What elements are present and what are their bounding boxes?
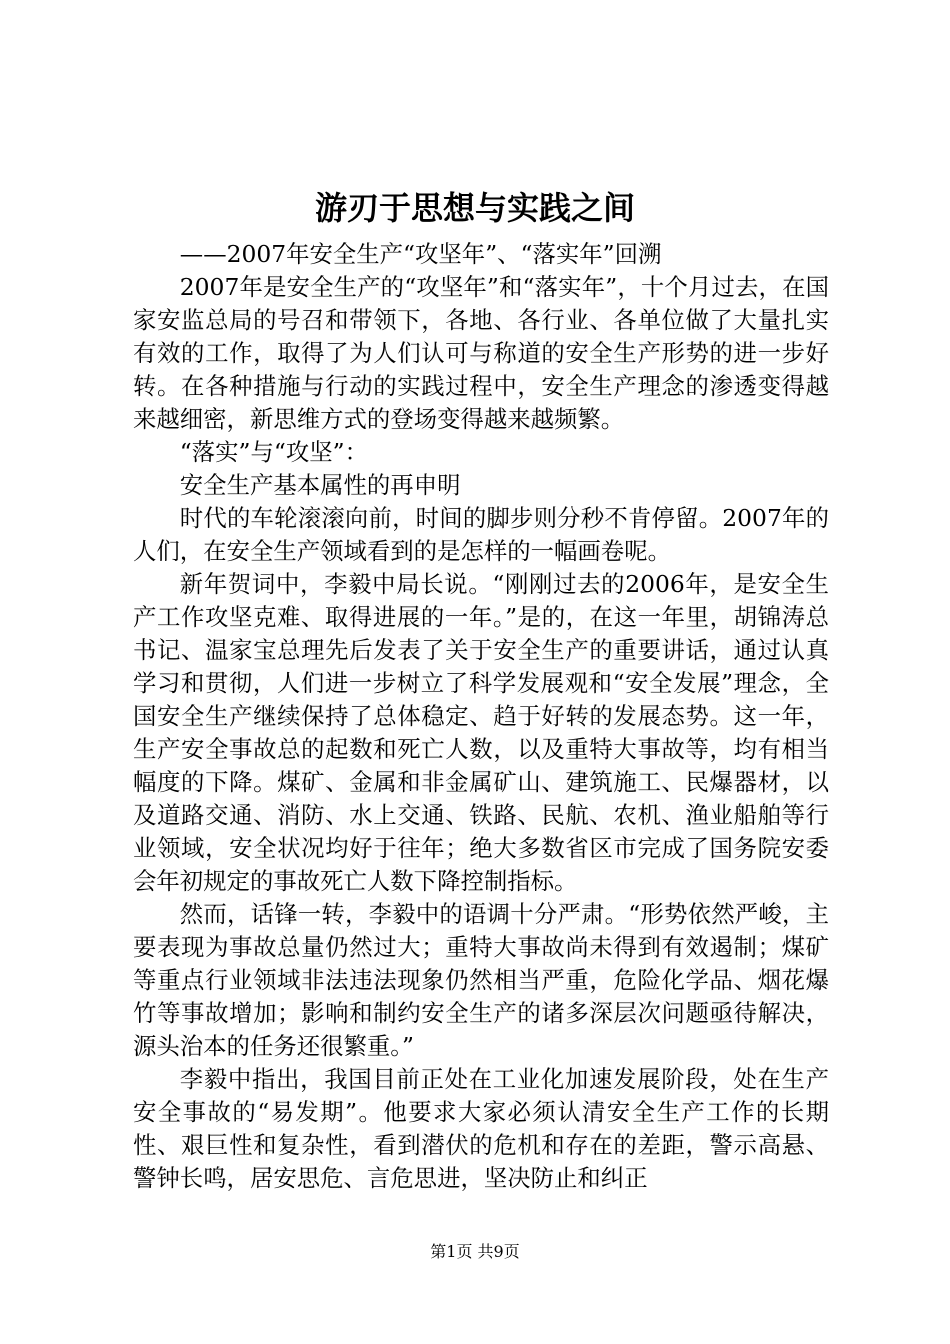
body-paragraph: 李毅中指出，我国目前正处在工业化加速发展阶段，处在生产安全事故的“易发期”。他要求大家必须认清安全生产工作的长期性、艰巨性和复杂性，看到潜伏的危机和存在的差距，警示高悬、警钟长鸣，居安思危、言危思进，坚决防止和纠正 xyxy=(133,1065,829,1192)
page-number-footer: 第1页 共9页 xyxy=(430,1242,520,1261)
body-paragraph: 2007年是安全生产的“攻坚年”和“落实年”，十个月过去，在国家安监总局的号召和带领下，各地、各行业、各单位做了大量扎实有效的工作，取得了为人们认可与称道的安全生产形势的进一步好转。在各种措施与行动的实践过程中，安全生产理念的渗透变得越来越细密，新思维方式的登场变得越来越频繁。 xyxy=(133,273,829,433)
document-title: 游刃于思想与实践之间 xyxy=(314,189,635,227)
document-body xyxy=(133,238,829,1195)
subtitle-paragraph: ——2007年安全生产“攻坚年”、“落实年”回溯 xyxy=(179,240,662,268)
section-heading: “落实”与“攻坚”： xyxy=(179,438,368,466)
body-paragraph: 时代的车轮滚滚向前，时间的脚步则分秒不肯停留。2007年的人们，在安全生产领域看到的是怎样的一幅画卷呢。 xyxy=(133,504,829,565)
body-paragraph: 然而，话锋一转，李毅中的语调十分严肃。“形势依然严峻，主要表现为事故总量仍然过大；重特大事故尚未得到有效遏制；煤矿等重点行业领域非法违法现象仍然相当严重，危险化学品、烟花爆竹等事故增加；影响和制约安全生产的诸多深层次问题亟待解决，源头治本的任务还很繁重。” xyxy=(133,900,829,1060)
body-paragraph: 新年贺词中，李毅中局长说。“刚刚过去的2006年，是安全生产工作攻坚克难、取得进展的一年。”是的，在这一年里，胡锦涛总书记、温家宝总理先后发表了关于安全生产的重要讲话，通过认真学习和贯彻，人们进一步树立了科学发展观和“安全发展”理念，全国安全生产继续保持了总体稳定、趋于好转的发展态势。这一年，生产安全事故总的起数和死亡人数，以及重特大事故等，均有相当幅度的下降。煤矿、金属和非金属矿山、建筑施工、民爆器材，以及道路交通、消防、水上交通、铁路、民航、农机、渔业船舶等行业领域，安全状况均好于往年；绝大多数省区市完成了国务院安委会年初规定的事故死亡人数下降控制指标。 xyxy=(133,570,829,895)
section-subheading: 安全生产基本属性的再申明 xyxy=(179,471,461,499)
